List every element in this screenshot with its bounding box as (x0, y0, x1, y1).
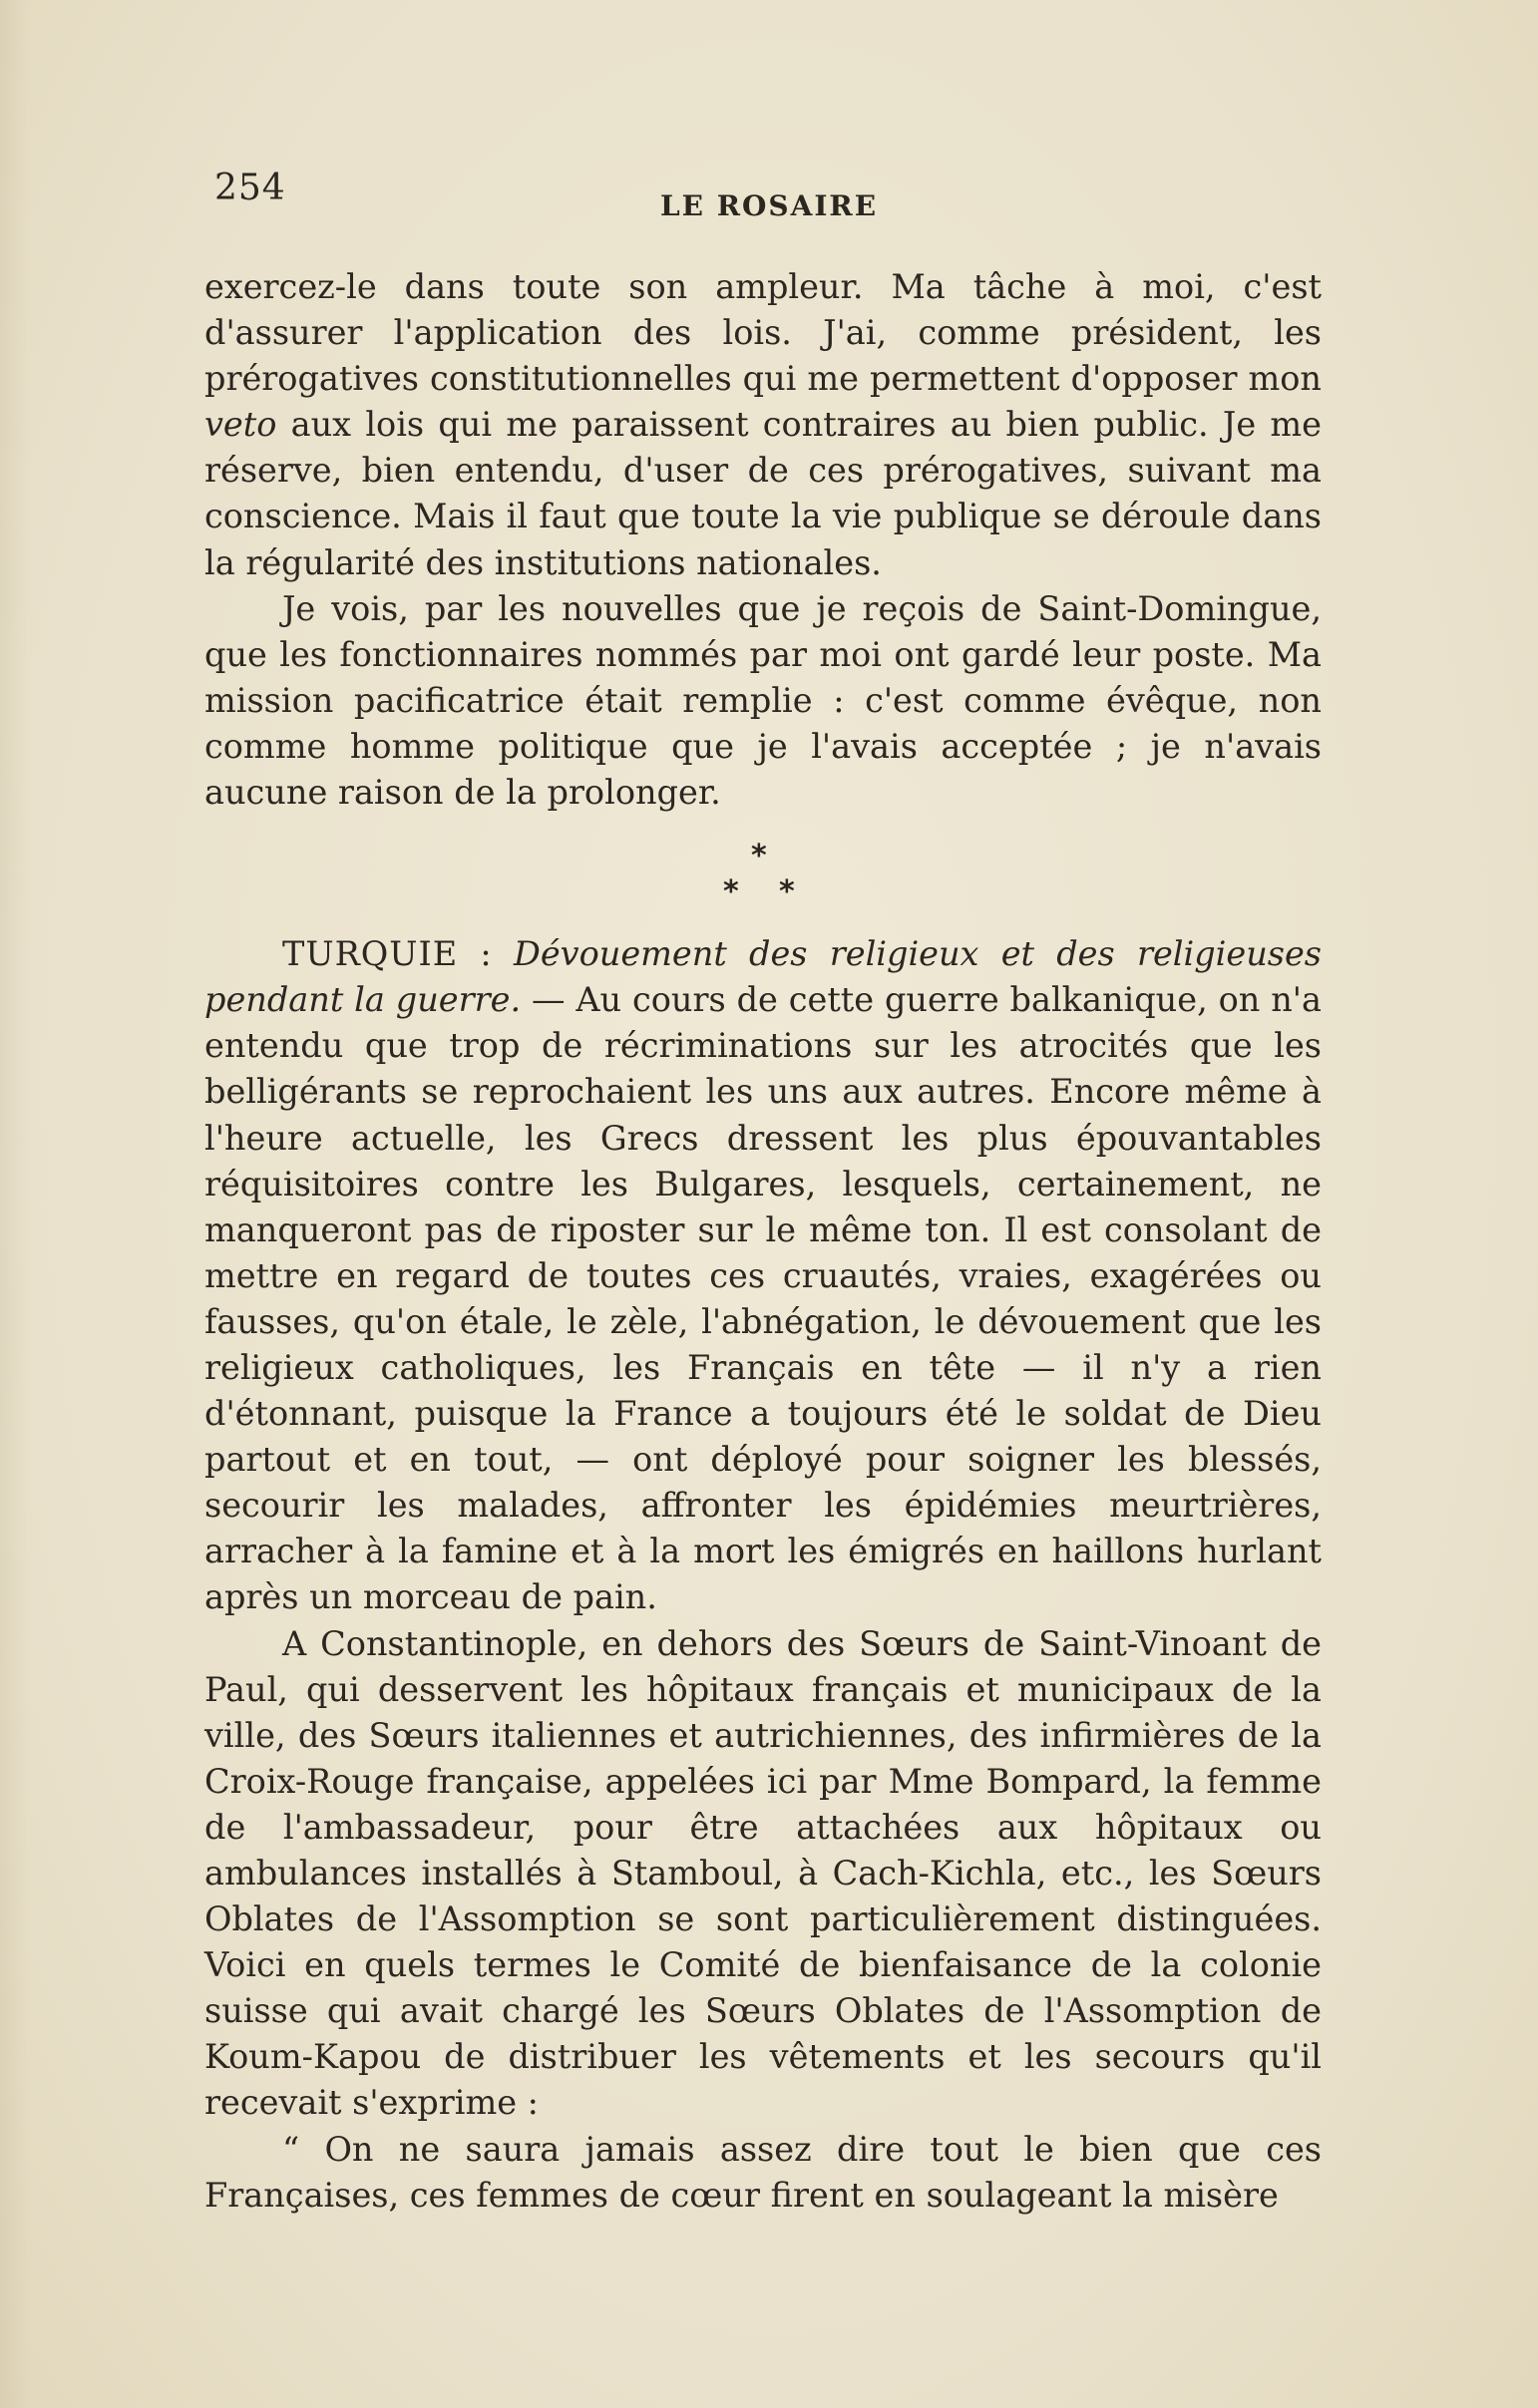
page-body (204, 264, 1322, 2219)
asterism-star: * (751, 839, 767, 874)
section-subtitle: Dévouement des religieux et des religieuses pendant la guerre. (204, 934, 1322, 1020)
section-heading: TURQUIE (282, 934, 459, 974)
dash: — (521, 980, 577, 1020)
paragraph-text: aux lois qui me paraissent contraires au bien public. Je me réserve, bien entendu, d'user de ces prérogatives, suivant ma conscience. Mais il faut que toute la vie publique se déroule dans la régularité des institutions nationales. (204, 405, 1322, 582)
running-head: LE ROSAIRE (659, 189, 879, 222)
paragraph-text: Au cours de cette guerre balkanique, on n'a entendu que trop de récriminations sur les atrocités que les belligérants se reprochaient les uns aux autres. Encore même à l'heure actuelle, les Grecs dressent les plus épouvantables réquisitoires contre les Bulgares, lesquels, certainement, ne manqueront pas de riposter sur le même ton. Il est consolant de mettre en regard de toutes ces cruautés, vraies, exagérées ou fausses, qu'on étale, le zèle, l'abnégation, le dévouement que les religieux catholiques, les Français en tête — il n'y a rien d'étonnant, puisque la France a toujours été le soldat de Dieu partout et en tout, — ont déployé pour soigner les blessés, secourir les malades, affronter les épidémies meurtrières, arracher à la famine et à la mort les émigrés en haillons hurlant après un morceau de pain. (204, 980, 1322, 1617)
page-header (214, 168, 1324, 227)
paragraph-saint-domingue: Je vois, par les nouvelles que je reçois de Saint-Domingue, que les fonctionnaires nommés par moi ont gardé leur poste. Ma mission pacificatrice était remplie : c'est comme évêque, non comme homme politique que je l'avais acceptée ; je n'avais aucune raison de la prolonger. (204, 588, 1322, 813)
paragraph-turquie (204, 931, 1322, 1620)
paragraph-quotation: “ On ne saura jamais assez dire tout le bien que ces Françaises, ces femmes de cœur firent en soulageant la misère (204, 2129, 1322, 2215)
asterism-star: * (723, 874, 739, 910)
heading-separator: : (458, 934, 514, 974)
section-asterism (204, 822, 1322, 931)
paragraph-continuation (204, 264, 1322, 586)
italic-word: veto (204, 405, 277, 445)
asterism-star: * (779, 874, 795, 910)
paragraph-constantinople: A Constantinople, en dehors des Sœurs de Saint-Vinoant de Paul, qui desservent les hôpitaux français et municipaux de la ville, des Sœurs italiennes et autrichiennes, des infirmières de la Croix-Rouge française, appelées ici par Mme Bompard, la femme de l'ambassadeur, pour être attachées aux hôpitaux ou ambulances installés à Stamboul, à Cach-Kichla, etc., les Sœurs Oblates de l'Assomption se sont particulièrement distinguées. Voici en quels termes le Comité de bienfaisance de la colonie suisse qui avait chargé les Sœurs Oblates de l'Assomption de Koum-Kapou de distribuer les vêtements et les secours qu'il recevait s'exprime : (204, 1623, 1322, 2123)
page-number: 254 (214, 168, 286, 208)
paragraph-text: exercez-le dans toute son ampleur. Ma tâche à moi, c'est d'assurer l'application des lois. J'ai, comme président, les prérogatives constitutionnelles qui me permettent d'opposer mon (204, 267, 1322, 399)
